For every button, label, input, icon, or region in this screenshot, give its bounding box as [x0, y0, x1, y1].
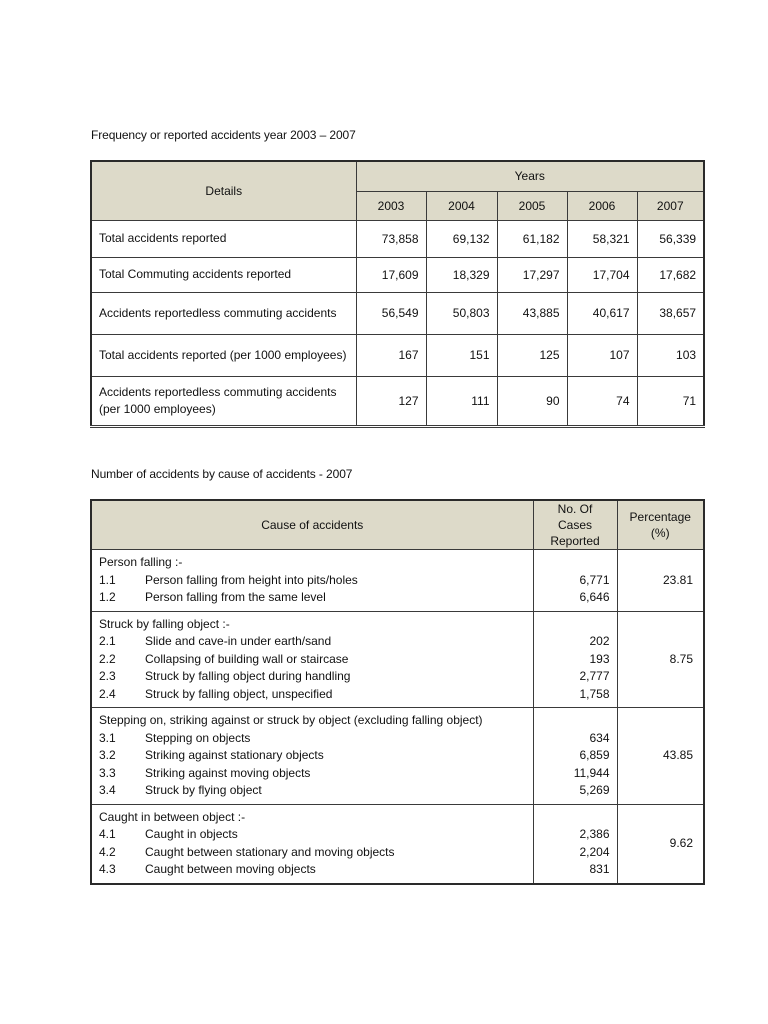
item-label: Slide and cave-in under earth/sand: [145, 634, 332, 648]
cause-list: [91, 804, 533, 884]
item-cases: 831: [589, 862, 610, 876]
group-percentage: 23.81: [617, 550, 704, 612]
list-item: [99, 589, 526, 607]
year-header: 2007: [637, 191, 704, 220]
row-value: 90: [497, 376, 567, 426]
item-cases: 6,859: [579, 748, 610, 762]
item-label: Collapsing of building wall or staircase: [145, 651, 349, 666]
group-title: Struck by falling object :-: [99, 616, 230, 631]
item-label: Struck by falling object during handling: [145, 669, 351, 683]
list-item: [99, 730, 526, 748]
row-value: 61,182: [497, 220, 567, 257]
cause-header: Cause of accidents: [91, 500, 533, 550]
cases-list: [533, 708, 617, 805]
item-cases: 202: [589, 634, 610, 648]
item-label: Person falling from height into pits/holes: [145, 572, 358, 587]
item-label: Caught in objects: [145, 827, 238, 841]
row-label: Accidents reportedless commuting accidents (per 1000 employees): [91, 376, 356, 426]
table-row: [91, 220, 704, 257]
list-item: [99, 782, 526, 800]
item-number: 4.2: [99, 844, 116, 859]
group-title: Stepping on, striking against or struck by object (excluding falling object): [99, 713, 483, 727]
item-number: 1.1: [99, 572, 116, 587]
list-item: [99, 747, 526, 765]
item-label: Striking against stationary objects: [145, 748, 324, 762]
row-value: 73,858: [356, 220, 426, 257]
table-row: [91, 257, 704, 292]
list-item: [99, 686, 526, 704]
group-percentage: 43.85: [617, 708, 704, 805]
row-value: 17,704: [567, 257, 637, 292]
list-item: [99, 826, 526, 844]
table-row: [91, 292, 704, 334]
list-item: [99, 861, 526, 879]
row-value: 103: [637, 334, 704, 376]
item-number: 3.3: [99, 765, 116, 780]
row-label: Total Commuting accidents reported: [91, 257, 356, 292]
row-value: 40,617: [567, 292, 637, 334]
row-value: 17,682: [637, 257, 704, 292]
row-value: 127: [356, 376, 426, 426]
percentage-header: Percentage (%): [617, 500, 704, 550]
item-cases: 2,386: [579, 827, 610, 841]
row-value: 167: [356, 334, 426, 376]
row-label: Accidents reportedless commuting accidents: [91, 292, 356, 334]
group-title: Person falling :-: [99, 555, 183, 569]
row-value: 125: [497, 334, 567, 376]
row-value: 50,803: [426, 292, 497, 334]
details-header: Details: [91, 161, 356, 220]
table2-caption: Number of accidents by cause of accidents - 2007: [91, 467, 353, 481]
row-value: 56,339: [637, 220, 704, 257]
item-label: Striking against moving objects: [145, 765, 311, 780]
list-item: [99, 844, 526, 862]
cause-group: [91, 804, 704, 884]
list-item: [99, 572, 526, 590]
year-header: 2006: [567, 191, 637, 220]
row-value: 43,885: [497, 292, 567, 334]
item-label: Caught between moving objects: [145, 862, 316, 876]
cases-list: [533, 611, 617, 708]
row-value: 17,297: [497, 257, 567, 292]
cause-group: [91, 611, 704, 708]
row-label: Total accidents reported: [91, 220, 356, 257]
table-row: [91, 376, 704, 426]
row-value: 38,657: [637, 292, 704, 334]
group-percentage: 8.75: [617, 611, 704, 708]
item-cases: 634: [589, 730, 610, 745]
cause-list: [91, 550, 533, 612]
list-item: [99, 668, 526, 686]
row-value: 71: [637, 376, 704, 426]
row-value: 17,609: [356, 257, 426, 292]
item-number: 3.2: [99, 748, 116, 762]
item-cases: 11,944: [573, 765, 610, 780]
accident-cause-table: [90, 499, 705, 885]
item-number: 3.1: [99, 730, 116, 745]
item-cases: 2,204: [579, 844, 610, 859]
item-label: Struck by flying object: [145, 783, 262, 797]
item-number: 4.3: [99, 862, 116, 876]
cause-group: [91, 550, 704, 612]
row-value: 107: [567, 334, 637, 376]
list-item: [99, 651, 526, 669]
item-cases: 5,269: [579, 783, 610, 797]
row-label: Total accidents reported (per 1000 employees): [91, 334, 356, 376]
row-value: 58,321: [567, 220, 637, 257]
row-value: 74: [567, 376, 637, 426]
cases-list: [533, 804, 617, 884]
table-row: [91, 334, 704, 376]
year-header: 2003: [356, 191, 426, 220]
years-header: Years: [356, 161, 704, 191]
year-header: 2005: [497, 191, 567, 220]
item-number: 2.3: [99, 669, 116, 683]
cause-list: [91, 611, 533, 708]
item-number: 4.1: [99, 827, 116, 841]
list-item: [99, 633, 526, 651]
year-header: 2004: [426, 191, 497, 220]
item-label: Stepping on objects: [145, 730, 251, 745]
item-number: 1.2: [99, 590, 116, 604]
item-label: Struck by falling object, unspecified: [145, 686, 333, 701]
list-item: [99, 765, 526, 783]
group-title: Caught in between object :-: [99, 809, 246, 824]
row-value: 18,329: [426, 257, 497, 292]
item-number: 3.4: [99, 783, 116, 797]
item-number: 2.2: [99, 651, 116, 666]
table1-caption: Frequency or reported accidents year 2003 – 2007: [91, 128, 356, 142]
row-value: 56,549: [356, 292, 426, 334]
row-value: 111: [426, 376, 497, 426]
cause-group: [91, 708, 704, 805]
cause-list: [91, 708, 533, 805]
item-cases: 2,777: [579, 669, 610, 683]
item-cases: 6,771: [579, 572, 610, 587]
row-value: 151: [426, 334, 497, 376]
accident-frequency-table: [90, 160, 705, 428]
item-number: 2.1: [99, 634, 116, 648]
item-cases: 193: [589, 651, 610, 666]
cases-header: No. Of Cases Reported: [533, 500, 617, 550]
item-number: 2.4: [99, 686, 116, 701]
item-cases: 6,646: [579, 590, 610, 604]
group-percentage: 9.62: [617, 804, 704, 884]
item-cases: 1,758: [579, 686, 610, 701]
row-value: 69,132: [426, 220, 497, 257]
cases-list: [533, 550, 617, 612]
item-label: Caught between stationary and moving objects: [145, 844, 395, 859]
item-label: Person falling from the same level: [145, 590, 326, 604]
